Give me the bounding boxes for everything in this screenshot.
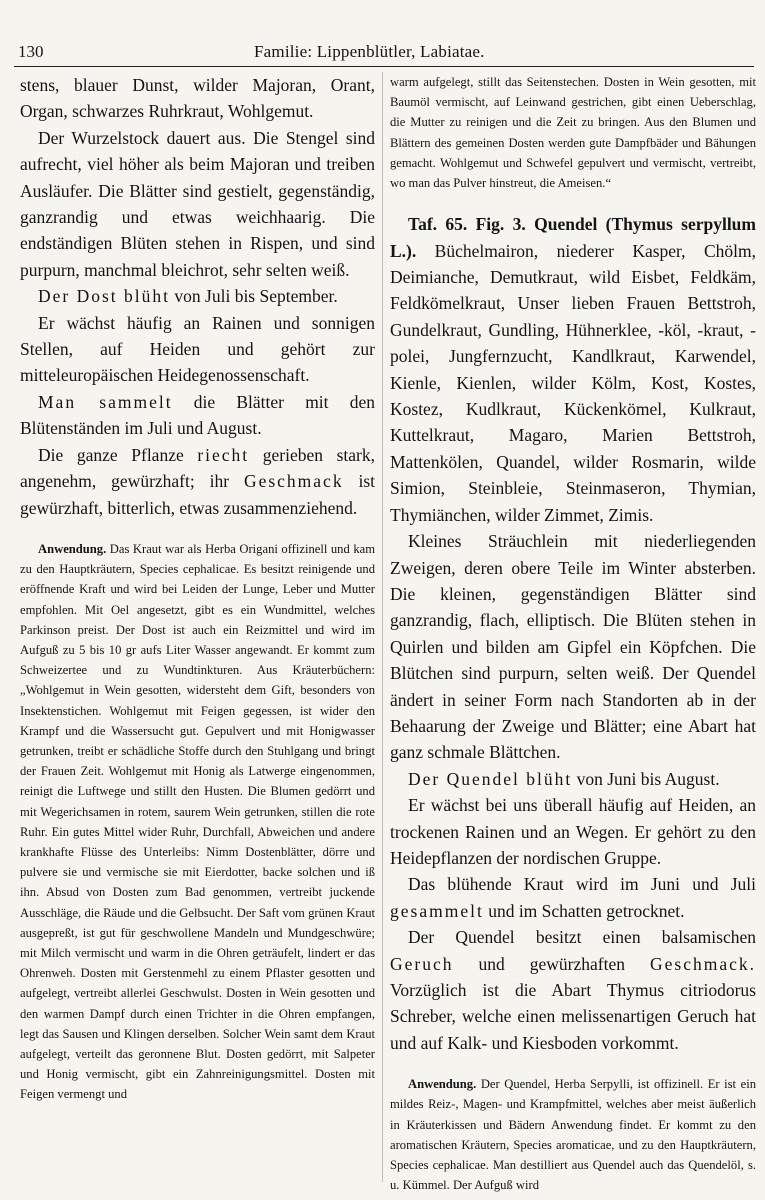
left-paragraph-description: Der Wurzelstock dauert aus. Die Stengel sind aufrecht, viel höher als beim Majoran und treiben Ausläufer. Die Blätter sind gestielt, gegenständig, ganzrandig und etwas weichhaarig. Die endständigen Blüten stehen in Rispen, und sind purpurn, manchmal bleichrot, sehr selten weiß. — [20, 127, 375, 280]
right-paragraph-collection — [390, 871, 756, 924]
right-column — [390, 72, 756, 1192]
collection-text: die Blätter mit den Blütenständen im Juli und August. — [20, 391, 375, 439]
flowering-lead: Der Dost blüht — [38, 286, 171, 307]
page-number: 130 — [18, 42, 44, 61]
right-usage-label: Anwendung. — [408, 1077, 477, 1092]
smell-d: Geschmack — [243, 471, 344, 492]
flowering-text: von Juli bis September. — [170, 286, 338, 307]
right-flowering-lead: Der Quendel blüht — [408, 768, 573, 789]
smell-a: Die ganze Pflanze — [38, 444, 198, 465]
smell-c: gerieben stark, angenehm, gewürzhaft; ihr — [20, 444, 375, 492]
plate-label: Taf. 65. Fig. 3. Quendel (Thymus serpyllum L.). — [390, 214, 756, 261]
right-paragraph-smell-taste — [390, 924, 756, 1056]
left-paragraph-flowering — [20, 283, 375, 309]
usage-label: Anwendung. — [38, 541, 107, 556]
usage-text: Das Kraut war als Herba Origani offizinell und kam zu den Hauptkräutern, Species cephalicae. Es besitzt reinigende und eröffnende Kraft und wird bei Leiden der Lunge, Leber und Mutter empfohlen. Mit Oel angesetzt, gibt es ein Wundmittel, welches Parkinson preist. Der Dost ist auch ein Reizmittel und wird im Aufguß zu 5 bis 10 gr aufs Liter Wasser angewandt. Er kommt zum Schweizertee und zu Wundtinkturen. Aus Kräuterbüchern: „Wohlgemut in Wein gesotten, widersteht dem Gift, besonders von Insektenstichen. Wohlgemut mit Feigen gegessen, ist wider den Krampf und die Wassersucht gut. Gepulvert und mit Honigwasser getrunken, treibt er schädliche Stoffe durch den Stuhlgang und bringt der Frauen Zeit. Wohlgemut mit Honig als Latwerge eingenommen, reinigt die Luftwege und stillt den Husten. Die Blumen gedörrt und mit Wegerichsamen in rotem, saurem Wein getrunken, stillen die rote Ruhr. Ein gutes Mittel wider Ruhr, Durchfall, Abweichen und andere krankhafte Flüsse des Unterleibs: Nimm Dostenblätter, dörre und pulvere sie und vermische sie mit Eierdotter, backe solchen und iß ihn. Absud von Dosten zum Bad genommen, vertreibt juckende Ausschläge, die Räude und die Gelbsucht. Der Saft vom grünen Kraut ausgepreßt, ist gut für geschwollene Mandeln und Mundgeschwüre; mit Milch vermischt und warm in die Ohren geträufelt, lindert er das Ohrenweh. Dosten mit Gerstenmehl zu einem Pflaster gesotten und aufgelegt, vertreibt allerlei Geschwulst. Dosten in Wein gesotten und den warmen Dampf durch einen Trichter in die Ohren empfangen, legt das Sausen und Klingen derselben. Solcher Wein samt dem Kraut aufgelegt, verteilt das geronnene Blut. Dosten gedörrt, mit Salpeter und Honig vermischt, gibt ein Zahnreinigungsmittel. Dosten mit Feigen vermengt und — [20, 541, 375, 1102]
right-paragraph-description: Kleines Sträuchlein mit niederliegenden Zweigen, deren obere Teile im Winter absterben. Die kleinen, gegenständigen Blätter sind ganzrandig, flach, elliptisch. Die Blüten stehen in Quirlen und bilden am Gipfel ein Köpfchen. Die Blütchen sind purpurn, selten weiß. Der Quendel ändert in seiner Form nach Standorten ab in der Behaarung der Zweige und Blätter; eine Abart hat ganz schmale Blättchen. — [390, 531, 756, 763]
right-smell-c: und gewürzhaften — [453, 953, 650, 974]
right-paragraph-usage — [390, 1074, 756, 1192]
column-divider — [382, 72, 383, 1182]
smell-b: riecht — [197, 444, 250, 465]
left-paragraph-smell-taste — [20, 442, 375, 521]
left-paragraph-usage — [20, 539, 375, 1105]
right-smell-d: Geschmack. — [649, 953, 756, 974]
right-smell-a: Der Quendel besitzt einen balsamischen — [408, 927, 756, 948]
right-collection-a: Das blühende Kraut wird im Juni und Juli — [408, 874, 756, 895]
header-rule — [14, 66, 754, 67]
right-paragraph-usage-continued: warm aufgelegt, stillt das Seitenstechen. Dosten in Wein gesotten, mit Baumöl vermischt, auf Leinwand gestrichen, gibt einen Ueberschlag, die Mutter zu reinigen und die Zeit zu bringen. Aus den Blumen und Blättern des gemeinen Dosten werden gute Dampfbäder und Bähungen gemacht. Wohlgemut und Schwefel gepulvert und vermischt, vertreibt, wo man das Pulver hinstreut, die Ameisen.“ — [390, 75, 756, 191]
right-smell-e: Vorzüglich ist die Abart Thymus citriodorus Schreber, welche einen melissenartigen Geruch hat und auf Kalk- und Kiesboden vorkommt. — [390, 980, 756, 1053]
running-title: Familie: Lippenblütler, Labiatae. — [254, 42, 485, 61]
right-paragraph-habitat: Er wächst bei uns überall häufig auf Heiden, an trockenen Rainen und an Wegen. Er gehört zu den Heidepflanzen der nordischen Gruppe. — [390, 795, 756, 868]
smell-e: ist gewürzhaft, bitterlich, etwas zusammenziehend. — [20, 471, 375, 518]
right-paragraph-flowering — [390, 766, 756, 792]
collection-lead: Man sammelt — [38, 391, 173, 412]
left-paragraph-habitat: Er wächst häufig an Rainen und sonnigen Stellen, auf Heiden und gehört zur mitteleuropäischen Heidegenossenschaft. — [20, 312, 375, 386]
right-collection-c: und im Schatten getrocknet. — [483, 900, 685, 921]
right-smell-b: Geruch — [390, 953, 454, 974]
page-header — [14, 40, 754, 66]
plate-synonyms: Büchelmairon, niederer Kasper, Chölm, Deimianche, Demutkraut, wild Eisbet, Feldkäm, Feldkömelkraut, Unser lieben Frauen Bettstroh, Gundelkraut, Gundling, Hühnerklee, -köl, -kraut, -polei, Jungfernzucht, Kandlkraut, Karwendel, Kienle, Kienlen, wilder Kölm, Kost, Kostes, Kostez, Kudlkraut, Kückenkömel, Kulkraut, Kuttelkraut, Magaro, Marien Bettstroh, Mattenkölen, Quandel, wilder Rosmarin, wilde Simion, Steinbleie, Steinmaseron, Thymian, Thymiänchen, wilder Zimmet, Zimis. — [390, 240, 756, 525]
right-flowering-text: von Juni bis August. — [572, 768, 720, 789]
left-column — [20, 72, 375, 1192]
left-paragraph-synonyms-end: stens, blauer Dunst, wilder Majoran, Orant, Organ, schwarzes Ruhrkraut, Wohlgemut. — [20, 75, 375, 122]
right-usage-text: Der Quendel, Herba Serpylli, ist offizinell. Er ist ein mildes Reiz-, Magen- und Krampfmittel, welches aber meist äußerlich in Kräuterkissen und Bädern Anwendung findet. Er kommt zu den aromatischen Kräutern, Species aromaticae, und zu den Hauptkräutern, Species cephalicae. Man destilliert aus Quendel auch das Quendelöl, s. u. Kümmel. Der Aufguß wird — [390, 1077, 756, 1192]
right-collection-b: gesammelt — [390, 900, 484, 921]
right-paragraph-plate-heading — [390, 211, 756, 528]
left-paragraph-collection — [20, 389, 375, 442]
